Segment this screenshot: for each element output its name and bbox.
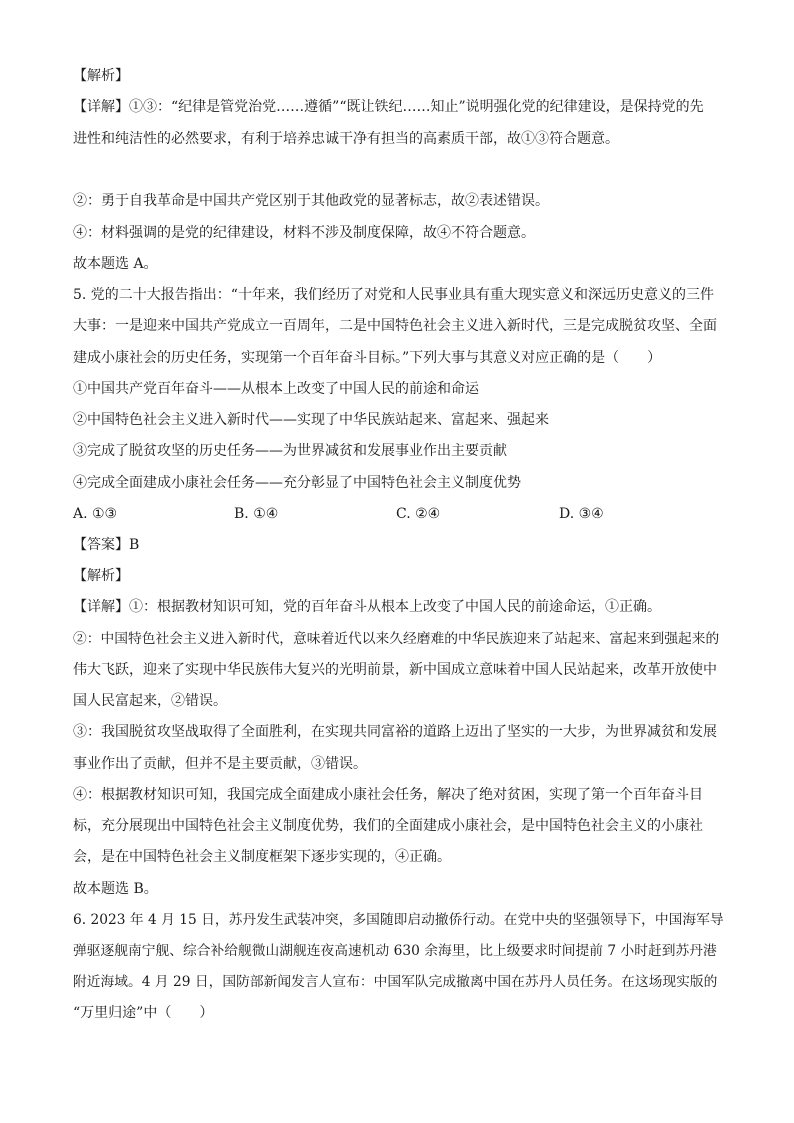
q5-statement-3: ③完成了脱贫攻坚的历史任务——为世界减贫和发展事业作出主要贡献: [73, 443, 507, 459]
q5-stem-line1: 5. 党的二十大报告指出：“十年来，我们经历了对党和人民事业具有重大现实意义和深远历史意义的三件: [73, 287, 714, 303]
q4-detail-2: ②：勇于自我革命是中国共产党区别于其他政党的显著标志，故②表述错误。: [73, 193, 549, 209]
q5-detail-3-line2: 事业作出了贡献，但并不是主要贡献，③错误。: [73, 756, 367, 772]
q5-detail-1: 【详解】①：根据教材知识可知，党的百年奋斗从根本上改变了中国人民的前途命运，①正确。: [73, 599, 661, 615]
q4-detail-line2: 进性和纯洁性的必然要求，有利于培养忠诚干净有担当的高素质干部，故①③符合题意。: [73, 131, 619, 147]
q5-option-b: B. ①④: [234, 506, 279, 522]
q5-detail-2-line2: 伟大飞跃，迎来了实现中华民族伟大复兴的光明前景，新中国成立意味着中国人民站起来，改革开放使中: [73, 662, 717, 678]
q5-answer: 【答案】B: [73, 537, 140, 553]
q5-statement-2: ②中国特色社会主义进入新时代——实现了中华民族站起来、富起来、强起来: [73, 412, 549, 428]
q5-detail-2-line1: ②：中国特色社会主义进入新时代，意味着近代以来久经磨难的中华民族迎来了站起来、富起来到强起来的: [73, 631, 720, 647]
q5-statement-4: ④完成全面建成小康社会任务——充分彰显了中国特色社会主义制度优势: [73, 475, 521, 491]
q6-stem-line4: “万里归途”中（ ）: [73, 1005, 214, 1021]
q4-detail-line1: 【详解】①③：“纪律是管党治党……遵循”“既让铁纪……知止”说明强化党的纪律建设，是保持党的先: [73, 99, 704, 115]
q5-analysis-tag: 【解析】: [73, 568, 129, 584]
q5-detail-2-line3: 国人民富起来，②错误。: [73, 693, 227, 709]
q4-analysis-tag: 【解析】: [73, 68, 129, 84]
q5-statement-1: ①中国共产党百年奋斗——从根本上改变了中国人民的前途和命运: [73, 381, 479, 397]
q5-detail-4-line3: 会，是在中国特色社会主义制度框架下逐步实现的，④正确。: [73, 849, 451, 865]
q5-detail-4-line2: 标，充分展现出中国特色社会主义制度优势，我们的全面建成小康社会，是中国特色社会主义的小康社: [73, 818, 703, 834]
q5-stem-line3: 建成小康社会的历史任务，实现第一个百年奋斗目标。”下列大事与其意义对应正确的是（ ）: [73, 350, 662, 366]
q5-detail-4-line1: ④：根据教材知识可知，我国完成全面建成小康社会任务，解决了绝对贫困，实现了第一个百年奋斗目: [73, 787, 703, 803]
q6-stem-line3: 附近海域。4 月 29 日，国防部新闻发言人宣布：中国军队完成撤离中国在苏丹人员任务。在这场现实版的: [73, 974, 718, 990]
q6-stem-line2: 弹驱逐舰南宁舰、综合补给舰微山湖舰连夜高速机动 630 余海里，比上级要求时间提前 7 小时赶到苏丹港: [73, 943, 717, 959]
q5-option-c: C. ②④: [396, 506, 441, 522]
q4-conclusion: 故本题选 A。: [73, 256, 158, 272]
q5-conclusion: 故本题选 B。: [73, 881, 158, 897]
q5-stem-line2: 大事：一是迎来中国共产党成立一百周年，二是中国特色社会主义进入新时代，三是完成脱贫攻坚、全面: [73, 318, 717, 334]
q6-stem-line1: 6. 2023 年 4 月 15 日，苏丹发生武装冲突，多国随即启动撤侨行动。在党中央的坚强领导下，中国海军导: [73, 912, 724, 928]
q5-option-d: D. ③④: [559, 506, 604, 522]
q4-detail-4: ④：材料强调的是党的纪律建设，材料不涉及制度保障，故④不符合题意。: [73, 225, 535, 241]
q5-option-a: A. ①③: [73, 506, 118, 522]
q5-detail-3-line1: ③：我国脱贫攻坚战取得了全面胜利，在实现共同富裕的道路上迈出了坚实的一大步，为世界减贫和发展: [73, 724, 717, 740]
